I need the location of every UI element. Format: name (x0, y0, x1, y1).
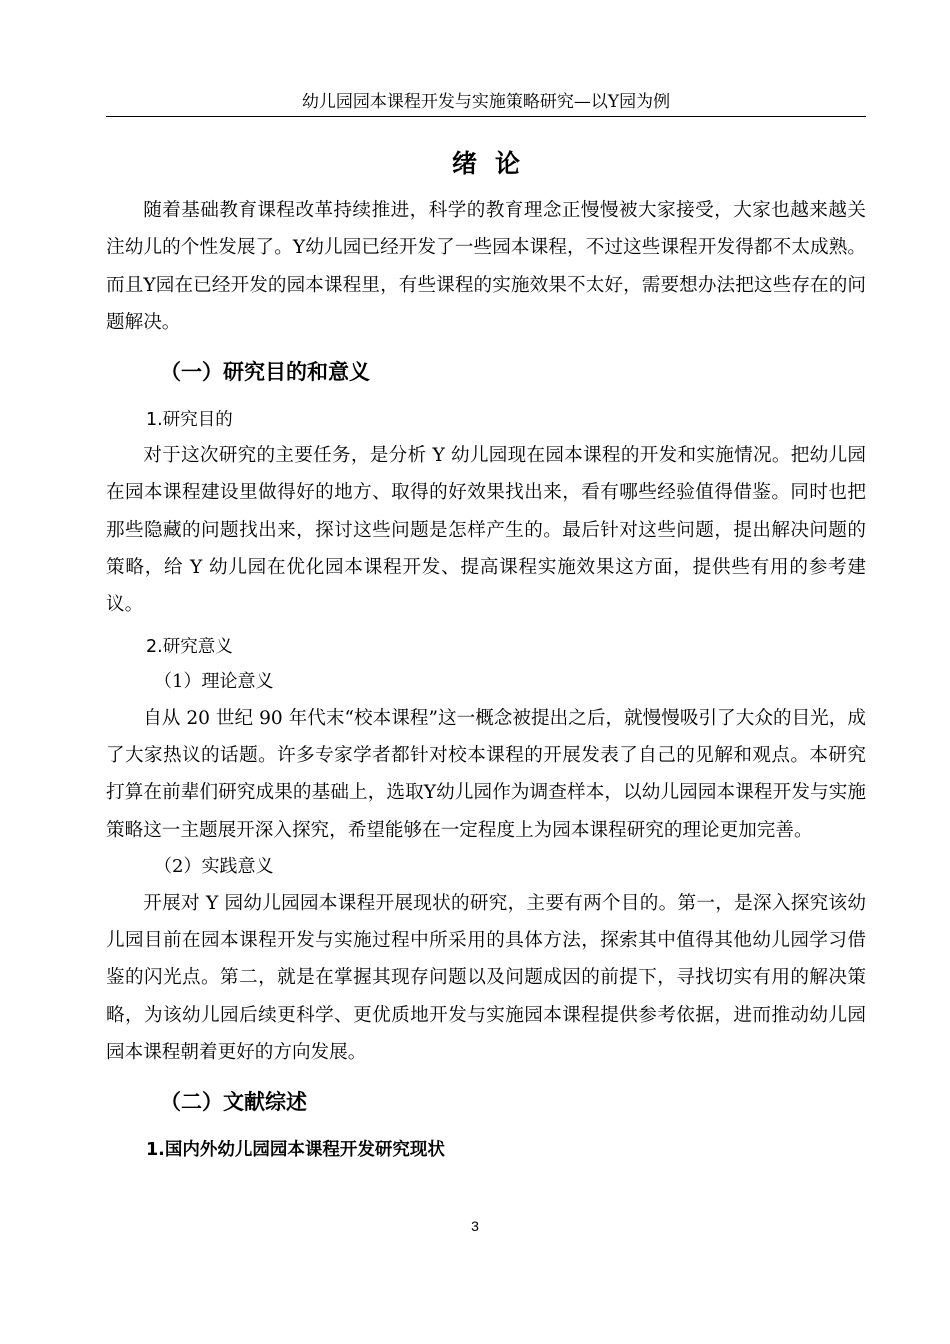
running-header: 幼儿园园本课程开发与实施策略研究—以Y园为例 (106, 90, 866, 117)
section-heading-literature-review: （二）文献综述 (160, 1090, 307, 1115)
page-number: 3 (471, 1218, 479, 1234)
page-body (106, 144, 866, 1167)
purpose-paragraph: 对于这次研究的主要任务，是分析 Y 幼儿园现在园本课程的开发和实施情况。把幼儿园在园本课程建设里做得好的地方、取得的好效果找出来，看有哪些经验值得借鉴。同时也把那些隐藏的问题找出来，探讨这些问题是怎样产生的。最后针对这些问题，提出解决问题的策略，给 Y 幼儿园在优化园本课程开发、提高课程实施效果这方面，提供些有用的参考建议。 (106, 445, 866, 616)
subsection-heading-purpose: 1.研究目的 (146, 410, 233, 431)
subsection-heading-significance: 2.研究意义 (146, 636, 233, 657)
subheading-theory: （1）理论意义 (154, 670, 274, 692)
subsection-heading-research-status: 1.国内外幼儿园园本课程开发研究现状 (146, 1140, 445, 1161)
section-heading-purpose-significance: （一）研究目的和意义 (160, 360, 370, 385)
theory-paragraph: 自从 20 世纪 90 年代末“校本课程”这一概念被提出之后，就慢慢吸引了大众的目光，成了大家热议的话题。许多专家学者都针对校本课程的开展发表了自己的见解和观点。本研究打算在前辈们研究成果的基础上，选取Y幼儿园作为调查样本，以幼儿园园本课程开发与实施策略这一主题展开深入探究，希望能够在一定程度上为园本课程研究的理论更加完善。 (106, 707, 866, 841)
practice-paragraph: 开展对 Y 园幼儿园园本课程开展现状的研究，主要有两个目的。第一，是深入探究该幼儿园目前在园本课程开发与实施过程中所采用的具体方法，探索其中值得其他幼儿园学习借鉴的闪光点。第二，就是在掌握其现存问题以及问题成因的前提下，寻找切实有用的解决策略，为该幼儿园后续更科学、更优质地开发与实施园本课程提供参考依据，进而推动幼儿园园本课程朝着更好的方向发展。 (106, 892, 866, 1064)
chapter-title: 绪论 (451, 149, 538, 178)
intro-paragraph: 随着基础教育课程改革持续推进，科学的教育理念正慢慢被大家接受，大家也越来越关注幼儿的个性发展了。Y幼儿园已经开发了一些园本课程，不过这些课程开发得都不太成熟。而且Y园在已经开发的园本课程里，有些课程的实施效果不太好，需要想办法把这些存在的问题解决。 (106, 200, 866, 333)
subheading-practice: （2）实践意义 (154, 855, 274, 877)
